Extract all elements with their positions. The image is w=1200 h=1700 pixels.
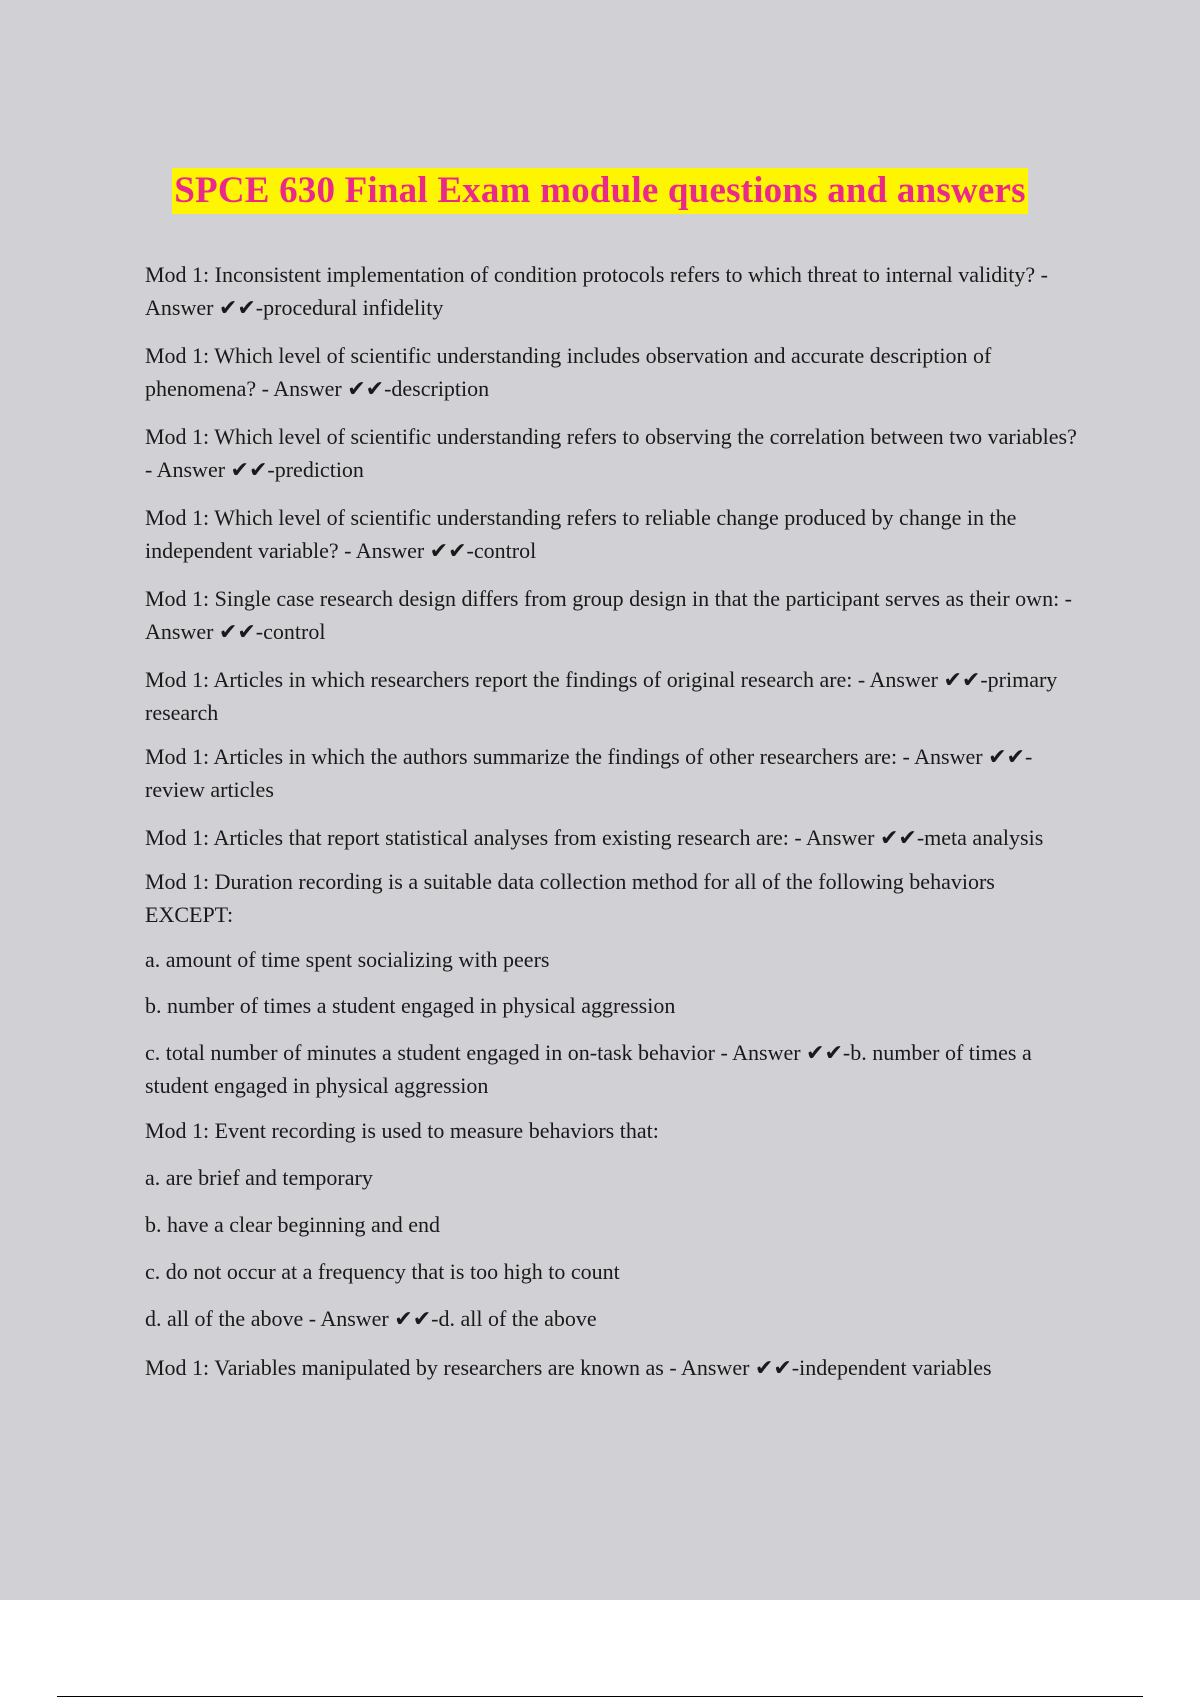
question-paragraph: Mod 1: Articles that report statistical analyses from existing research are: - Answer ✔✔-meta analysis (145, 825, 1044, 850)
question-paragraph: Mod 1: Which level of scientific understanding refers to observing the correlation between two variables? - Answer ✔✔-prediction (145, 424, 1077, 482)
bottom-divider (57, 1696, 1143, 1697)
question-paragraph: Mod 1: Duration recording is a suitable data collection method for all of the following behaviors EXCEPT: (145, 869, 995, 927)
document-body (145, 258, 1085, 1384)
option-paragraph: c. total number of minutes a student engaged in on-task behavior - Answer ✔✔-b. number of times a student engaged in physical aggression (145, 1040, 1032, 1098)
question-paragraph: Mod 1: Inconsistent implementation of condition protocols refers to which threat to internal validity? - Answer ✔✔-procedural infidelity (145, 262, 1049, 320)
question-paragraph: Mod 1: Articles in which the authors summarize the findings of other researchers are: - Answer ✔✔-review articles (145, 744, 1033, 802)
document-title: SPCE 630 Final Exam module questions and answers (172, 168, 1028, 214)
option-paragraph: c. do not occur at a frequency that is too high to count (145, 1259, 620, 1284)
question-paragraph: Mod 1: Event recording is used to measure behaviors that: (145, 1118, 659, 1143)
option-paragraph: a. are brief and temporary (145, 1165, 373, 1190)
question-paragraph: Mod 1: Single case research design differs from group design in that the participant serves as their own: - Answer ✔✔-control (145, 586, 1073, 644)
option-paragraph: a. amount of time spent socializing with peers (145, 947, 550, 972)
option-paragraph: b. number of times a student engaged in physical aggression (145, 993, 676, 1018)
question-paragraph: Mod 1: Variables manipulated by researchers are known as - Answer ✔✔-independent variables (145, 1355, 992, 1380)
title-wrapper (0, 168, 1200, 214)
question-paragraph: Mod 1: Which level of scientific understanding includes observation and accurate description of phenomena? - Answer ✔✔-description (145, 343, 992, 401)
question-paragraph: Mod 1: Articles in which researchers report the findings of original research are: - Answer ✔✔-primary research (145, 667, 1058, 725)
option-paragraph: d. all of the above - Answer ✔✔-d. all of the above (145, 1306, 597, 1331)
option-paragraph: b. have a clear beginning and end (145, 1212, 441, 1237)
question-paragraph: Mod 1: Which level of scientific understanding refers to reliable change produced by change in the independent variable? - Answer ✔✔-control (145, 505, 1017, 563)
